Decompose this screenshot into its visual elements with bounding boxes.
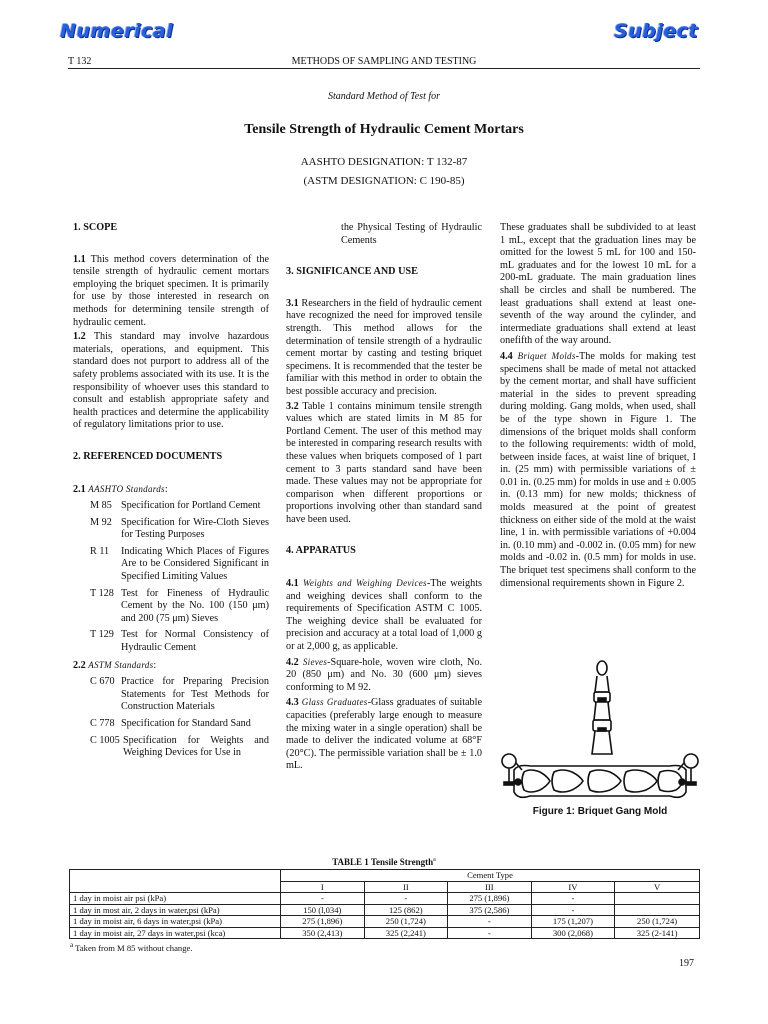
table-cell: 275 (1,896)	[281, 916, 365, 928]
paragraph-number: 4.4	[500, 350, 513, 362]
subject-logo: Subject	[613, 20, 698, 42]
reference-code: T 128	[90, 587, 114, 599]
page-number: 197	[679, 958, 694, 969]
astm-standards-label: 2.2 ASTM Standards:	[73, 659, 157, 671]
column-1	[73, 222, 269, 764]
paragraph-number: 1.1	[73, 253, 86, 265]
paragraph-number: 1.2	[73, 331, 86, 343]
reference-description: Practice for Preparing Precision Statements for Test Methods for Construction Materials	[121, 676, 269, 713]
table-cell: 325 (2-141)	[615, 927, 700, 939]
table-corner-cell	[70, 870, 281, 893]
paragraph-1-2	[73, 331, 269, 432]
document-title: Tensile Strength of Hydraulic Cement Mortars	[244, 122, 524, 137]
paragraph-number: 2.1	[73, 483, 86, 495]
aashto-reference-list	[73, 500, 269, 655]
table-cell: 250 (1,724)	[364, 916, 448, 928]
column-header-type-IV: IV	[531, 881, 615, 893]
table-cell	[615, 904, 700, 916]
table-row	[70, 904, 700, 916]
column-3	[500, 222, 696, 592]
subheading: AASHTO Standards	[88, 483, 165, 494]
section-heading-scope: 1. SCOPE	[73, 222, 118, 233]
table-cell: 250 (1,724)	[615, 916, 700, 928]
reference-description: Specification for Portland Cement	[121, 500, 261, 512]
paragraph-text: This standard may involve hazardous materials, operations, and equipment. This standard does not purport to address all of the safety problems associated with its use. It is the responsibility of whoever uses this standard to consult and establish appropriate safety and health practices and determine the applicability of regulatory limitations prior to use.	[73, 331, 269, 431]
reference-item	[73, 676, 269, 714]
row-label: 1 day in moist air psi (kPa)	[70, 893, 281, 905]
paragraph-number: 4.3	[286, 697, 299, 709]
footnote-text: Taken from M 85 without change.	[73, 942, 193, 953]
column-header-type-I: I	[281, 881, 365, 893]
paragraph-number: 3.1	[286, 297, 299, 309]
paragraph-4-2	[286, 656, 482, 695]
table-title: TABLE 1 Tensile Strength	[332, 857, 434, 867]
reference-code: R 11	[90, 545, 110, 557]
row-label: 1 day in most air, 2 days in water,psi (kPa)	[70, 904, 281, 916]
table-cell: 275 (1,896)	[448, 893, 532, 905]
astm-reference-list	[73, 676, 269, 760]
section-heading-referenced-documents: 2. REFERENCED DOCUMENTS	[73, 450, 223, 462]
numerical-logo: Numerical	[60, 20, 174, 42]
table-1-caption	[0, 857, 768, 867]
astm-reference-continuation: the Physical Testing of Hydraulic Cements	[341, 222, 482, 246]
table-cell: -	[531, 893, 615, 905]
briquet-gang-mold-drawing	[500, 658, 700, 808]
column-2	[286, 222, 482, 775]
table-cell: 375 (2,586)	[448, 904, 532, 916]
paragraph-text: -Glass graduates of suitable capacities (preferably large enough to measure the mixing water in a single operation) shall be made to deliver the indicated volume at 68°F (20°C). The permissible variation shall be ± 1.0 mL.	[286, 697, 482, 772]
table-cell: 325 (2,241)	[364, 927, 448, 939]
header-rule	[68, 68, 700, 69]
table-cell: 175 (1,207)	[531, 916, 615, 928]
table-footnote-marker: a	[433, 857, 436, 863]
table-cell: 150 (l,034)	[281, 904, 365, 916]
table-group-header-row	[70, 870, 700, 882]
reference-item	[73, 500, 269, 513]
table-cell: -	[281, 893, 365, 905]
table-cell: 125 (862)	[364, 904, 448, 916]
reference-code: M 85	[90, 500, 112, 512]
table-row	[70, 893, 700, 905]
subheading: Briquet Molds	[517, 350, 576, 361]
reference-description: Indicating Which Places of Figures Are to be Considered Significant in Specified Limiting Values	[121, 545, 269, 583]
standard-method-label: Standard Method of Test for	[327, 91, 441, 102]
reference-item	[73, 735, 269, 760]
aashto-designation: AASHTO DESIGNATION: T 132-87	[300, 156, 468, 168]
subheading: Glass Graduates	[301, 697, 368, 708]
aashto-standards-label: 2.1 AASHTO Standards:	[73, 483, 168, 495]
paragraph-1-1	[73, 254, 269, 330]
paragraph-text: Table 1 contains minimum tensile strength values which are stated limits in M 85 for Portland Cement. The user of this method may be interested in comparing research results with these values when briquets composed of 1 part cement to 3 parts standard sand have been made. These values may not be appropriate for comparison when different proportions or proportions involving other than standard sand have been used.	[286, 400, 482, 525]
reference-code: C 670	[90, 676, 115, 688]
subheading: Weights and Weighing Devices	[302, 578, 427, 589]
table-footnote	[70, 941, 192, 953]
reference-description: Test for Normal Consistency of Hydraulic Cement	[121, 629, 269, 654]
reference-description: Specification for Standard Sand	[121, 718, 251, 729]
table-row	[70, 927, 700, 939]
paragraph-4-3	[286, 696, 482, 773]
reference-item	[73, 718, 269, 731]
section-heading-apparatus: 4. APPARATUS	[286, 545, 356, 557]
table-cell: 350 (2,413)	[281, 927, 365, 939]
reference-description: Specification for Weights and Weighing Devices for Use in	[123, 734, 269, 759]
paragraph-text: Researchers in the field of hydraulic cement have recognized the need for improved tensile strength. This method allows for the determination of tensile strength of a hydraulic cement mortar by casting and testing briquet specimens. It is recommended that the tester be familiar with this method in order to obtain the best possible accuracy and precision.	[286, 297, 482, 397]
astm-designation: (ASTM DESIGNATION: C 190-85)	[303, 175, 465, 187]
footnote-marker: a	[70, 941, 74, 949]
paragraph-number: 3.2	[286, 400, 299, 412]
table-cell: -	[364, 893, 448, 905]
paragraph-number: 4.1	[286, 578, 299, 590]
reference-item	[73, 588, 269, 626]
reference-item	[73, 629, 269, 654]
section-heading-significance: 3. SIGNIFICANCE AND USE	[286, 266, 418, 278]
table-cell: 300 (2,068)	[531, 927, 615, 939]
subheading: ASTM Standards	[88, 659, 154, 670]
subheading: Sieves	[302, 656, 328, 667]
briquet-gang-mold-figure	[500, 658, 700, 808]
paragraph-number: 2.2	[73, 659, 86, 671]
reference-item	[73, 517, 269, 542]
reference-code: M 92	[90, 516, 112, 528]
column-header-type-II: II	[364, 881, 448, 893]
column-header-type-V: V	[615, 881, 700, 893]
paragraph-4-3-continued: These graduates shall be subdivided to at least 1 mL, except that the graduation lines may be omitted for the lowest 5 mL for 100 and 150-mL graduates and for the lowest 10 mL for a 200-mL graduate. The main graduation lines shall be circles and shall be numbered. The least graduations shall extend at least one-seventh of the way around the cylinder, and intermediate graduations shall extend at least onefifth of the way around.	[500, 222, 696, 347]
column-header-type-III: III	[448, 881, 532, 893]
tensile-strength-table	[69, 869, 700, 939]
paragraph-4-4	[500, 350, 696, 590]
cement-type-header: Cement Type	[281, 870, 700, 882]
table-cell	[615, 893, 700, 905]
reference-code: C 1005	[90, 734, 120, 746]
reference-code: T 129	[90, 629, 114, 641]
reference-description: Specification for Wire-Cloth Sieves for Testing Purposes	[121, 516, 269, 541]
reference-code: C 778	[90, 718, 115, 729]
paragraph-3-1	[286, 298, 482, 399]
table-cell: -	[531, 904, 615, 916]
paragraph-text: -The molds for making test specimens shall be made of metal not attacked by the cement mortar, and shall have sufficient material in the sides to prevent spreading during molding. Gang molds, when used, shall be of the type shown in Figure 1. The dimensions of the briquet molds shall conform to the following requirements: width of mold, between inside faces, at waist line of briquet, I in. (25 mm) with permissible variations of ± 0.01 in. (0.25 mm) for molds in use and ± 0.005 in. (0.13 mm) for new molds; thickness of molds measured at the point of greatest thickness on either side of the mold at the waist line, 1 in. with permissible variations of +0.004 in. (0.10 mm) and -0.002 in. (0.05 mm) for new molds and -0.02 in. (0.5 mm) for molds in use. The briquet test specimens shall conform to the dimensional requirements shown in Figure 2.	[500, 350, 696, 589]
reference-item	[73, 546, 269, 584]
row-label: 1 day in moist air, 6 days in water,psi (kPa)	[70, 916, 281, 928]
paragraph-number: 4.2	[286, 656, 299, 668]
table-cell: -	[448, 916, 532, 928]
paragraph-text: This method covers determination of the tensile strength of hydraulic cement mortars employing the briquet specimen. It is primarily for use by those interested in research on methods for determining tensile strength of hydraulic cement.	[73, 253, 269, 328]
paragraph-text: -The weights and weighing devices shall conform to the requirements of Specification ASTM C 1005. The weighing device shall be evaluated for precision and accuracy at a total load of 1,000 g or at 2,000 g, as applicable.	[286, 578, 482, 653]
paragraph-text: -Square-hole, woven wire cloth, No. 20 (850 μm) and No. 30 (600 μm) sieves conforming to M 92.	[286, 656, 482, 693]
table-cell: -	[448, 927, 532, 939]
paragraph-3-2	[286, 401, 482, 527]
paragraph-4-1	[286, 577, 482, 654]
figure-1-caption: Figure 1: Briquet Gang Mold	[532, 806, 668, 817]
table-row	[70, 916, 700, 928]
reference-description: Test for Fineness of Hydraulic Cement by the No. 100 (150 μm) and 200 (75 μm) Sieves	[121, 587, 269, 624]
row-label: 1 day in moist air, 27 days in water,psi (kca)	[70, 927, 281, 939]
running-title: METHODS OF SAMPLING AND TESTING	[291, 56, 477, 67]
doc-number: T 132	[68, 56, 92, 67]
